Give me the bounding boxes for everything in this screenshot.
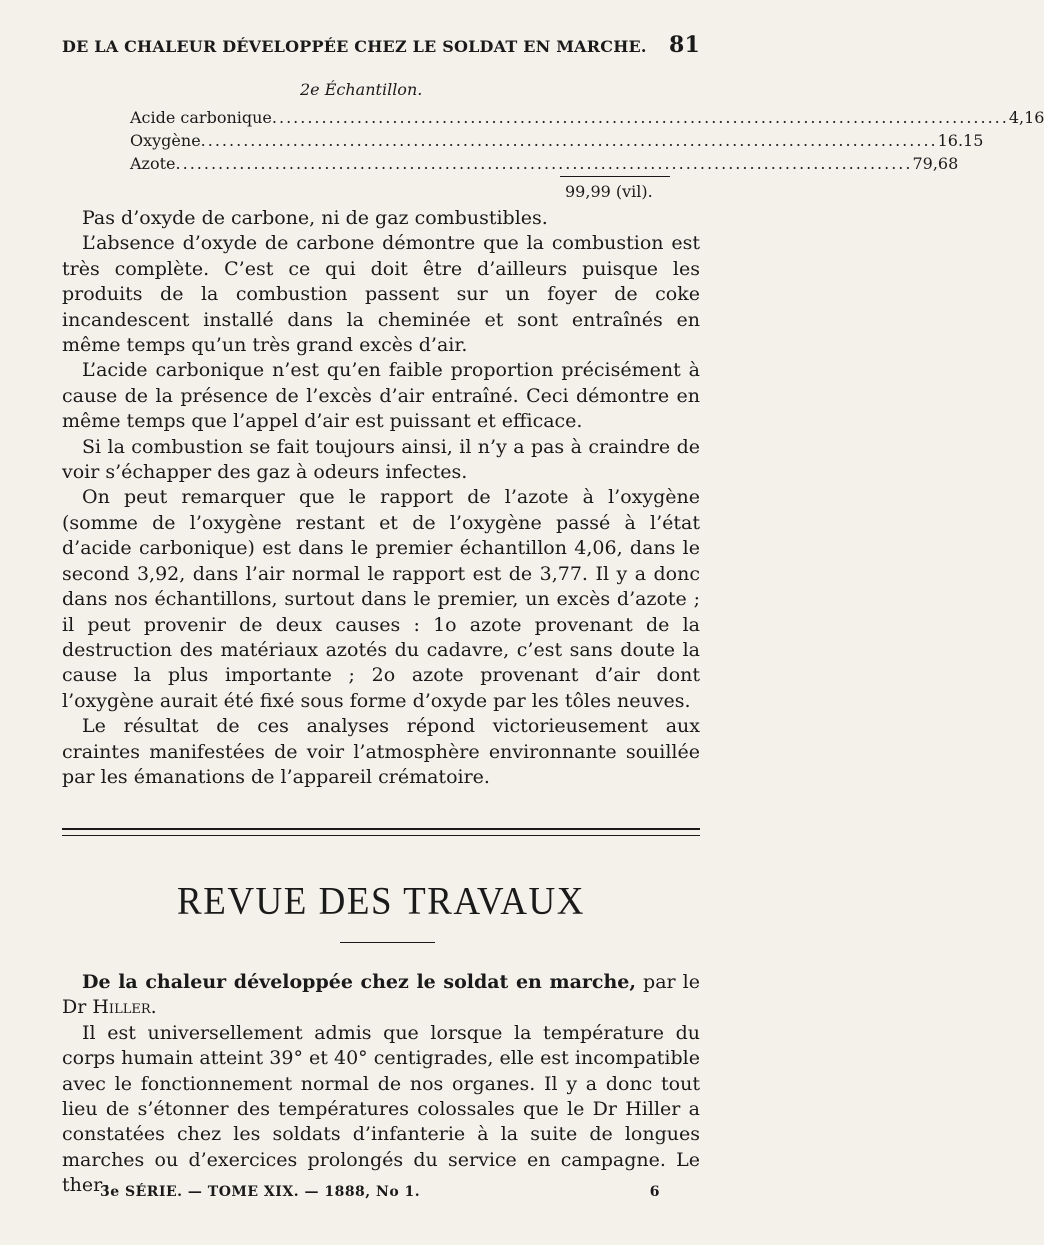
sample-title: 2e Échantillon. — [300, 80, 423, 99]
table-row — [130, 154, 959, 177]
body-text — [62, 206, 700, 790]
series-info: 3e SÉRIE. — TOME XIX. — 1888, No 1. — [100, 1184, 421, 1200]
running-head — [62, 32, 700, 58]
signature-mark: 6 — [649, 1184, 660, 1200]
paragraph: L’absence d’oxyde de carbone démontre que la combustion est très complète. C’est ce qui doit être d’ailleurs puisque les produits de la combustion passent sur un foyer de coke incandescent installé dans la cheminée et sont entraînés en même temps qu’un très grand excès d’air. — [62, 232, 700, 357]
table-row — [130, 108, 1044, 131]
title-underline — [340, 942, 435, 943]
article-byline: par le Dr — [62, 971, 700, 1019]
leader-dots: ........................................................................................................ — [175, 154, 913, 173]
article-heading — [62, 970, 700, 1021]
running-title: DE LA CHALEUR DÉVELOPPÉE CHEZ LE SOLDAT EN MARCHE. — [62, 37, 647, 56]
table-row — [130, 131, 984, 154]
article-author: Hiller. — [92, 996, 157, 1019]
article-title: De la chaleur développée chez le soldat en marche, — [82, 971, 636, 993]
page-number: 81 — [668, 32, 700, 58]
row-name: Oxygène — [130, 131, 201, 150]
paragraph: L’acide carbonique n’est qu’en faible proportion précisément à cause de la présence de l’excès d’air entraîné. Ceci démontre en même temps que l’appel d’air est puissant et efficace. — [62, 359, 700, 433]
analysis-table — [130, 108, 1044, 177]
article-body: Il est universellement admis que lorsque la température du corps humain atteint 39° et 40° centigrades, elle est incompatible avec le fonctionnement normal de nos organes. Il y a donc tout lieu de s’étonner des températures colossales que le Dr Hiller a constatées chez les soldats d’infanterie à la suite de longues marches ou d’exercices prolongés du service en campagne. Le ther- — [62, 1021, 700, 1197]
paragraph: On peut remarquer que le rapport de l’azote à l’oxygène (somme de l’oxygène restant et de l’oxygène passé à l’état d’acide carbonique) est dans le premier échantillon 4,06, dans le second 3,92, dans l’air normal le rapport est de 3,77. Il y a donc dans nos échantillons, surtout dans le premier, un excès d’azote ; il peut provenir de deux causes : 1o azote provenant de la destruction des matériaux azotés du cadavre, c’est sans doute la cause la plus importante ; 2o azote provenant d’air dont l’oxygène aurait été fixé sous forme d’oxyde par les tôles neuves. — [62, 486, 700, 712]
paragraph: Pas d’oxyde de carbone, ni de gaz combustibles. — [82, 207, 548, 229]
table-total: 99,99 (vil). — [565, 182, 653, 201]
leader-dots: ........................................................................................................ — [200, 131, 938, 150]
row-name: Azote — [130, 154, 176, 173]
row-value: 16.15 — [937, 131, 984, 150]
section-divider — [62, 828, 700, 836]
sum-rule — [560, 176, 670, 177]
footer — [100, 1184, 660, 1200]
article — [62, 970, 700, 1199]
paragraph: Le résultat de ces analyses répond victorieusement aux craintes manifestées de voir l’atmosphère environnante souillée par les émanations de l’appareil crématoire. — [62, 715, 700, 788]
paragraph: Si la combustion se fait toujours ainsi, il n’y a pas à craindre de voir s’échapper des gaz à odeurs infectes. — [62, 435, 700, 484]
section-title: REVUE DES TRAVAUX — [177, 879, 585, 924]
row-value: 79,68 — [912, 154, 959, 173]
leader-dots: ........................................................................................................ — [271, 108, 1009, 127]
row-value: 4,16 — [1008, 108, 1044, 127]
row-name: Acide carbonique — [130, 108, 272, 127]
